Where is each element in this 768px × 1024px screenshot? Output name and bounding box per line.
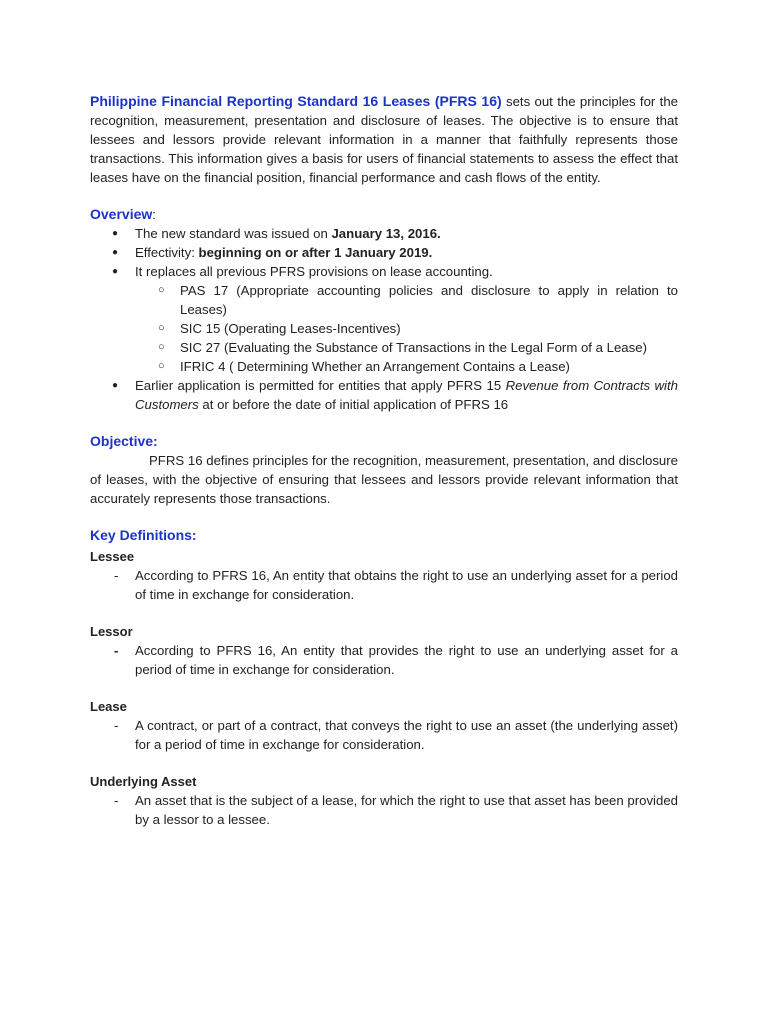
document-page [90, 92, 678, 829]
objective-text: PFRS 16 defines principles for the recognition, measurement, presentation, and disclosure of leases, with the objective of ensuring that lessees and lessors provide relevant information that accurately represents those transactions. [90, 453, 678, 506]
list-item: ● The new standard was issued on January 13, 2016. [90, 224, 678, 243]
intro-text: sets out the principles for the recognition, measurement, presentation and disclosure of leases. The objective is to ensure that lessees and lessors provide relevant information in a manner that faithfully represents those transactions. This information gives a basis for users of financial statements to assess the effect that leases have on the financial position, financial performance and cash flows of the entity. [90, 94, 678, 185]
definition-term: Lease [90, 699, 127, 714]
definition-term: Underlying Asset [90, 774, 197, 789]
intro-paragraph [90, 92, 678, 187]
list-item: ○ SIC 27 (Evaluating the Substance of Transactions in the Legal Form of a Lease) [90, 338, 678, 357]
overview-list [90, 224, 678, 414]
list-item: ● It replaces all previous PFRS provisions on lease accounting. ○ PAS 17 (Appropriate accounting policies and disclosure to apply in relation to Leases) ○ SIC 15 (Operating Leases-Incentives) ○ SIC 27 (Evaluating the Substance of Transactions in the Legal Form of a Lease) ○ IFRIC 4 ( Determining Whether an Arrangement Contains a Lease) [90, 262, 678, 376]
list-item: ○ PAS 17 (Appropriate accounting policies and disclosure to apply in relation to Leases) [90, 281, 678, 319]
definition-text: - According to PFRS 16, An entity that provides the right to use an underlying asset for a period of time in exchange for consideration. [114, 643, 678, 677]
objective-heading: Objective: [90, 433, 158, 449]
definition-term: Lessee [90, 549, 135, 564]
list-item: ○ IFRIC 4 ( Determining Whether an Arrangement Contains a Lease) [90, 357, 678, 376]
definition-text: - An asset that is the subject of a lease, for which the right to use that asset has been provided by a lessor to a lessee. [114, 793, 678, 827]
definition-text: - According to PFRS 16, An entity that obtains the right to use an underlying asset for a period of time in exchange for consideration. [114, 568, 678, 602]
list-item: ○ SIC 15 (Operating Leases-Incentives) [90, 319, 678, 338]
definitions-heading: Key Definitions: [90, 527, 197, 543]
definition-term: Lessor [90, 624, 133, 639]
list-item: ● Effectivity: beginning on or after 1 January 2019. [90, 243, 678, 262]
overview-heading: Overview: [90, 206, 156, 222]
replaced-standards-list [135, 281, 678, 376]
definition-text: - A contract, or part of a contract, that conveys the right to use an asset (the underlying asset) for a period of time in exchange for consideration. [114, 718, 678, 752]
intro-title: Philippine Financial Reporting Standard 16 Leases (PFRS 16) [90, 93, 502, 109]
list-item: ● Earlier application is permitted for entities that apply PFRS 15 Revenue from Contracts with Customers at or before the date of initial application of PFRS 16 [90, 376, 678, 414]
